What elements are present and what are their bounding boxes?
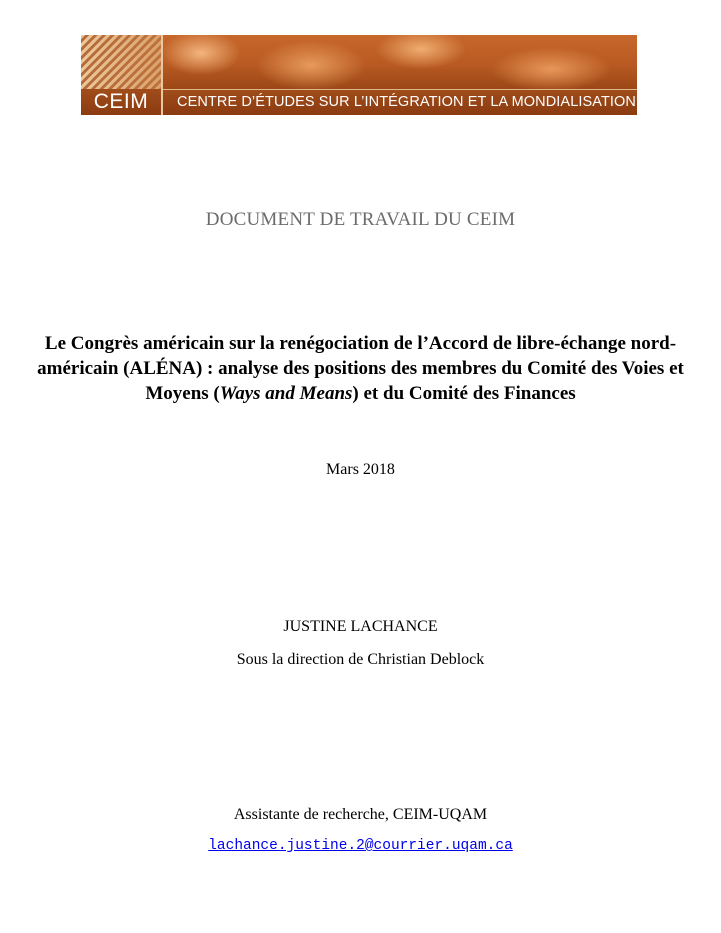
title-text-part1: Le Congrès américain sur la renégociation de l’Accord de libre-échange nord-américain (ALÉNA) : analyse des positions des membres du Comité des Voies et Moyens (: [37, 333, 684, 404]
banner-puzzle-image: [81, 35, 637, 89]
banner-divider: [161, 35, 163, 115]
header-banner: [81, 35, 637, 115]
supervisor-line: Sous la direction de Christian Deblock: [236, 651, 485, 668]
ceim-logo-text: CEIM: [93, 90, 149, 113]
email-line: [0, 837, 721, 854]
title-text-italic: Ways and Means: [219, 383, 353, 404]
banner-title: CENTRE D’ÉTUDES SUR L’INTÉGRATION ET LA MONDIALISATION: [177, 94, 636, 110]
author-name: JUSTINE LACHANCE: [283, 618, 438, 635]
document-title: [30, 331, 691, 406]
ceim-logo-graphic: [81, 35, 161, 89]
title-text-part2: ) et du Comité des Finances: [352, 383, 576, 404]
document-type-label: DOCUMENT DE TRAVAIL DU CEIM: [205, 209, 516, 230]
author-role: Assistante de recherche, CEIM-UQAM: [233, 806, 488, 823]
email-link[interactable]: lachance.justine.2@courrier.uqam.ca: [208, 838, 513, 854]
publication-date: Mars 2018: [326, 461, 395, 478]
